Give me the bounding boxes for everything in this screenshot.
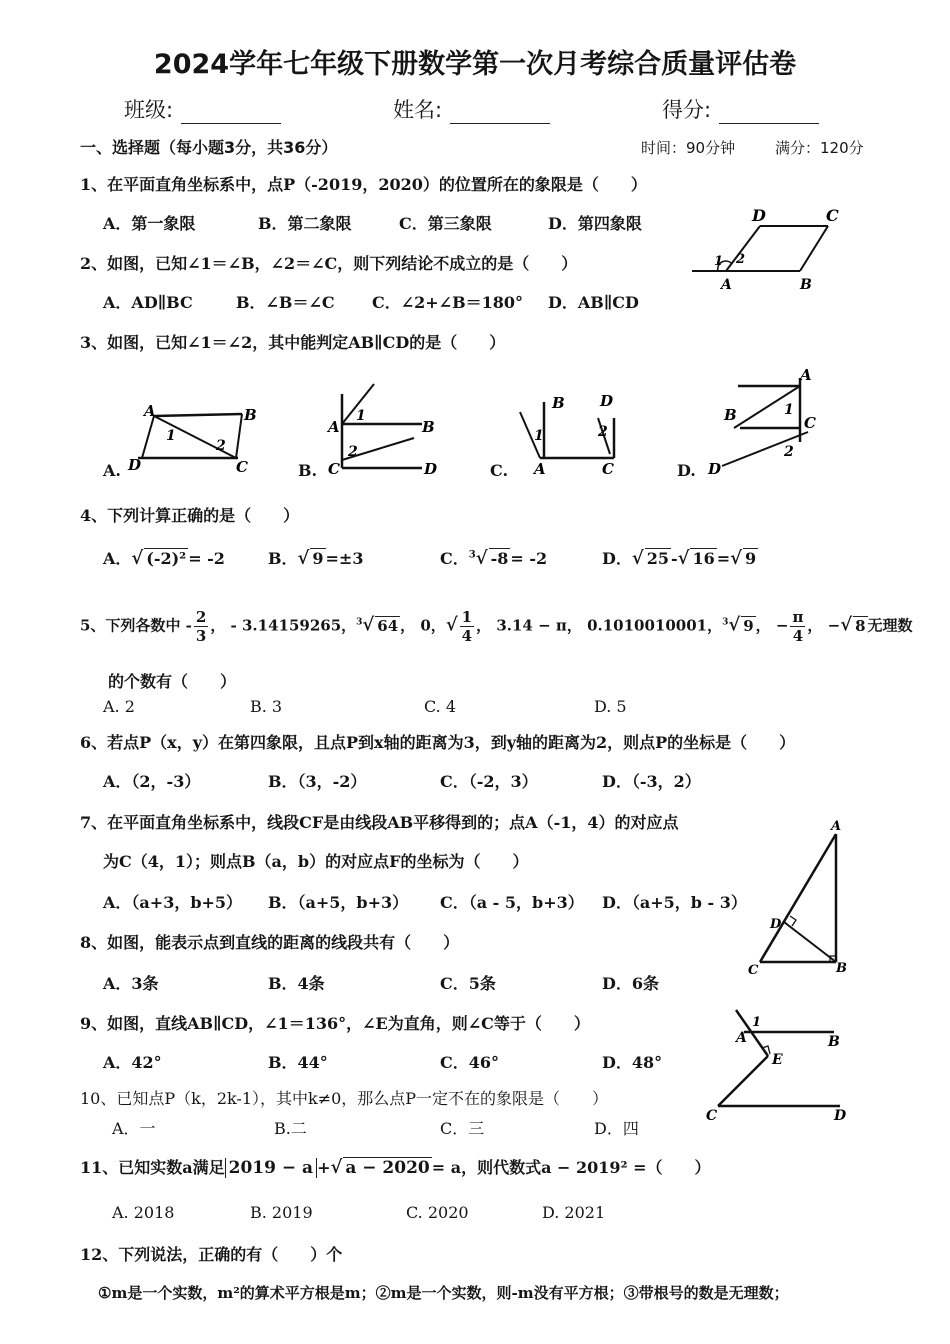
q1-option-c[interactable]: C．第三象限: [399, 214, 492, 233]
q3b-label-a: A: [328, 418, 340, 436]
q3-option-c[interactable]: C.: [490, 461, 509, 480]
q4-option-c[interactable]: C．$^3$√ -8 = -2: [440, 548, 548, 569]
q3c-label-d: D: [600, 392, 614, 410]
q12-stem: 12、下列说法，正确的有（ ）个: [80, 1245, 343, 1264]
q7-stem-1: 7、在平面直角坐标系中，线段CF是由线段AB平移得到的；点A（-1，4）的对应点: [80, 813, 679, 832]
q11-option-d[interactable]: D. 2021: [542, 1203, 606, 1222]
q9-label-d: D: [834, 1108, 847, 1124]
q5-frac-2-3: $\frac{2}{3}$: [195, 608, 207, 645]
q5-option-a[interactable]: A. 2: [103, 697, 135, 716]
q4-stem: 4、下列计算正确的是（ ）: [80, 506, 300, 525]
q7-stem-2: 为C（4，1）；则点B（a，b）的对应点F的坐标为（ ）: [103, 852, 529, 871]
q9-option-b[interactable]: B．44°: [268, 1053, 328, 1072]
q3d-label-a: A: [800, 366, 812, 384]
section-title: 一、选择题（每小题3分，共36分）: [80, 138, 338, 157]
q8-option-d[interactable]: D．6条: [602, 974, 660, 993]
q9-figure: [700, 1002, 860, 1124]
class-field[interactable]: 班级:: [124, 94, 281, 124]
exam-time: 时间：90分钟: [641, 139, 736, 157]
q6-option-c[interactable]: C．（-2，3）: [440, 772, 538, 791]
q9-label-c: C: [706, 1108, 718, 1124]
q8-option-c[interactable]: C．5条: [440, 974, 496, 993]
q11-stem: 11、已知实数a满足 2019 − a +√ a − 2020 = a，则代数式a − 2019² =（ ）: [80, 1157, 711, 1178]
q3b-angle-2: 2: [348, 444, 358, 460]
q5-stem-2: 的个数有（ ）: [108, 672, 237, 691]
q8-label-d: D: [770, 917, 782, 932]
q5-option-c[interactable]: C. 4: [424, 697, 457, 716]
q3a-angle-1: 1: [166, 428, 176, 444]
q3-figure-b: [318, 380, 448, 478]
q10-option-d[interactable]: D．四: [594, 1119, 639, 1138]
q3c-angle-1: 1: [534, 428, 544, 444]
q5-frac-1-4: $\frac{1}{4}$: [461, 608, 473, 645]
q2-label-c: C: [826, 206, 839, 225]
q3a-label-d: D: [128, 456, 142, 474]
q3c-label-b: B: [552, 394, 565, 412]
q5-option-d[interactable]: D. 5: [594, 697, 627, 716]
q1-option-d[interactable]: D．第四象限: [548, 214, 642, 233]
q10-stem: 10、已知点P（k，2k-1），其中k≠0，那么点P一定不在的象限是（ ）: [80, 1089, 609, 1108]
q4-option-b[interactable]: B．√ 9 =±3: [268, 548, 364, 569]
q2-option-b[interactable]: B．∠B＝∠C: [236, 293, 335, 312]
q5-frac-pi-4: $\frac{\pi}{4}$: [792, 608, 804, 645]
q8-option-a[interactable]: A．3条: [103, 974, 159, 993]
q2-option-d[interactable]: D．AB∥CD: [548, 293, 639, 312]
q9-angle-1: 1: [752, 1015, 762, 1030]
q2-label-b: B: [800, 277, 812, 293]
q3-figure-a: [124, 398, 264, 478]
q1-option-a[interactable]: A．第一象限: [103, 214, 196, 233]
q5-option-b[interactable]: B. 3: [250, 697, 283, 716]
q8-label-b: B: [836, 961, 847, 976]
q9-label-b: B: [828, 1034, 840, 1050]
q4-option-a[interactable]: A．√ (-2)² = -2: [103, 548, 225, 569]
q10-option-a[interactable]: A．一: [112, 1119, 156, 1138]
q11-option-c[interactable]: C. 2020: [406, 1203, 469, 1222]
name-field[interactable]: 姓名:: [393, 94, 550, 124]
q6-stem: 6、若点P（x，y）在第四象限，且点P到x轴的距离为3，到y轴的距离为2，则点P的坐标是（ ）: [80, 733, 796, 752]
q6-option-d[interactable]: D．（-3，2）: [602, 772, 701, 791]
q2-label-a: A: [721, 277, 732, 293]
exam-full-score: 满分：120分: [775, 139, 864, 157]
q2-option-a[interactable]: A．AD∥BC: [103, 293, 193, 312]
q9-stem: 9、如图，直线AB∥CD，∠1＝136°，∠E为直角，则∠C等于（ ）: [80, 1014, 590, 1033]
page-title: 2024学年七年级下册数学第一次月考综合质量评估卷: [153, 49, 797, 80]
q2-option-c[interactable]: C．∠2+∠B＝180°: [372, 293, 524, 312]
q7-option-a[interactable]: A．（a+3，b+5）: [103, 893, 243, 912]
q3d-label-b: B: [724, 406, 737, 424]
q3c-label-a: A: [534, 460, 546, 478]
q2-angle-1: 1: [714, 254, 724, 269]
q2-stem: 2、如图，已知∠1＝∠B，∠2＝∠C，则下列结论不成立的是（ ）: [80, 254, 578, 273]
q3a-angle-2: 2: [216, 438, 226, 454]
q3a-label-b: B: [244, 406, 257, 424]
q3-figure-d: [704, 366, 834, 478]
q3-stem: 3、如图，已知∠1＝∠2，其中能判定AB∥CD的是（ ）: [80, 333, 506, 352]
q9-option-d[interactable]: D．48°: [602, 1053, 663, 1072]
q2-angle-2: 2: [736, 252, 746, 267]
q3c-label-c: C: [602, 460, 614, 478]
q3d-label-c: C: [804, 414, 816, 432]
q5-stem: 5、下列各数中 - $\frac{2}{3}$ ， - 3.14159265，$^3$√ 64 ， 0，√ $\frac{1}{4}$ ， 3.14 − π， 0.1010010001，$^3$√ 9 ， − $\frac{\pi}{4}$ ， −√ 8 无理数: [80, 608, 913, 645]
q8-label-c: C: [748, 963, 759, 978]
q11-option-a[interactable]: A. 2018: [112, 1203, 175, 1222]
q3-option-d[interactable]: D.: [677, 461, 696, 480]
q8-label-a: A: [831, 819, 842, 834]
q6-option-a[interactable]: A．（2，-3）: [103, 772, 201, 791]
q1-option-b[interactable]: B．第二象限: [258, 214, 352, 233]
q1-stem: 1、在平面直角坐标系中，点P（-2019，2020）的位置所在的象限是（ ）: [80, 175, 647, 194]
q7-option-c[interactable]: C．（a - 5，b+3）: [440, 893, 584, 912]
q7-option-b[interactable]: B．（a+5，b+3）: [268, 893, 409, 912]
q3-figure-c: [510, 388, 630, 478]
q2-label-d: D: [752, 206, 766, 225]
q3a-label-c: C: [236, 458, 248, 476]
q10-option-b[interactable]: B.二: [274, 1119, 307, 1138]
q3b-label-c: C: [328, 460, 340, 478]
q12-statements: ①m是一个实数，m²的算术平方根是m；②m是一个实数，则-m没有平方根；③带根号的数是无理数；: [98, 1284, 789, 1302]
q3b-angle-1: 1: [356, 408, 366, 424]
q8-option-b[interactable]: B．4条: [268, 974, 325, 993]
q3-option-b[interactable]: B.: [298, 461, 318, 480]
q9-label-e: E: [772, 1052, 783, 1068]
q3d-label-d: D: [708, 460, 722, 478]
q10-option-c[interactable]: C．三: [440, 1119, 485, 1138]
q9-option-c[interactable]: C．46°: [440, 1053, 500, 1072]
q6-option-b[interactable]: B．（3，-2）: [268, 772, 367, 791]
q9-option-a[interactable]: A．42°: [103, 1053, 162, 1072]
q2-figure: [688, 203, 848, 295]
q8-stem: 8、如图，能表示点到直线的距离的线段共有（ ）: [80, 933, 460, 952]
q3-option-a[interactable]: A.: [103, 461, 121, 480]
q8-figure: [738, 812, 858, 980]
q7-option-d[interactable]: D．（a+5，b - 3）: [602, 893, 747, 912]
q4-option-d[interactable]: D．√ 25 -√ 16 =√ 9: [602, 548, 757, 569]
q3b-label-b: B: [422, 418, 435, 436]
q11-option-b[interactable]: B. 2019: [250, 1203, 313, 1222]
q3c-angle-2: 2: [598, 424, 608, 440]
q3d-angle-2: 2: [784, 444, 794, 460]
q3a-label-a: A: [144, 402, 156, 420]
q3b-label-d: D: [424, 460, 438, 478]
q3d-angle-1: 1: [784, 402, 794, 418]
q9-label-a: A: [736, 1030, 747, 1046]
score-field[interactable]: 得分:: [662, 94, 819, 124]
